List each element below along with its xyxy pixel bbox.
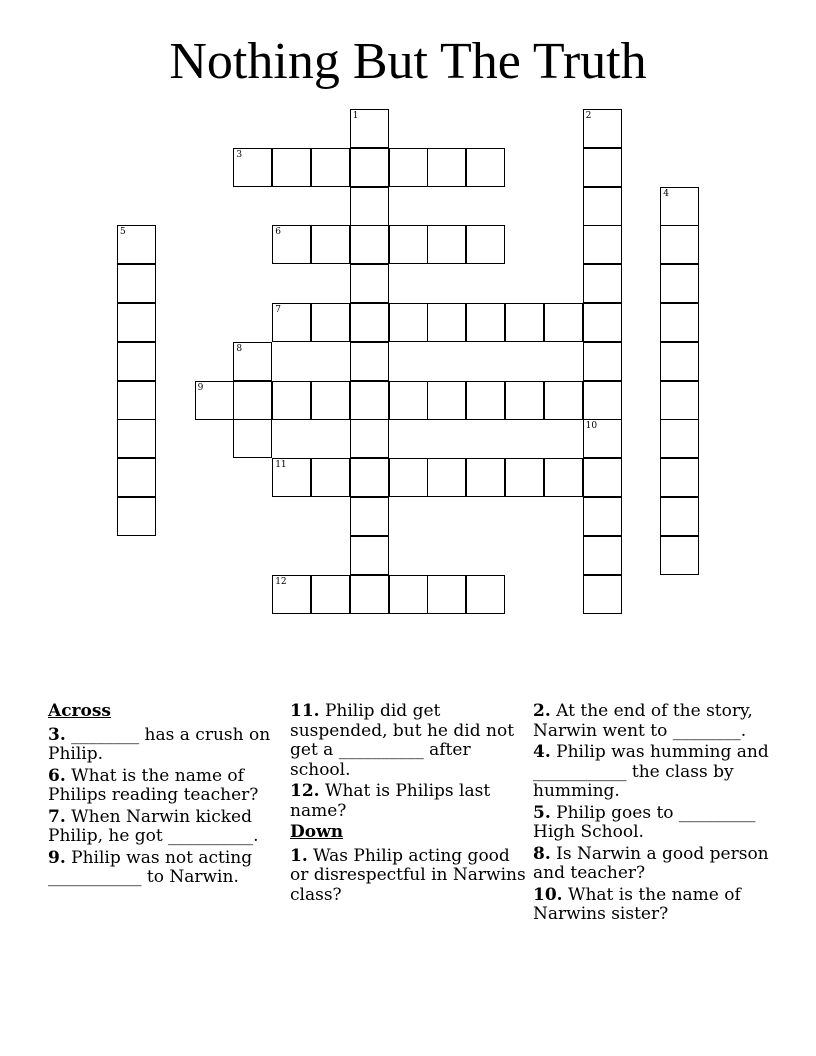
grid-cell[interactable] <box>117 303 156 342</box>
grid-cell[interactable] <box>389 458 428 497</box>
grid-cell[interactable] <box>350 225 389 264</box>
grid-cell[interactable] <box>466 381 505 420</box>
grid-cell[interactable] <box>389 225 428 264</box>
grid-cell[interactable] <box>350 342 389 381</box>
grid-cell[interactable] <box>583 109 622 148</box>
down-clue-10: 10. What is the name of Narwins sister? <box>533 884 741 924</box>
cell-number: 2 <box>585 111 592 121</box>
grid-cell[interactable] <box>505 303 544 342</box>
grid-cell[interactable] <box>583 187 622 226</box>
grid-cell[interactable] <box>583 264 622 303</box>
grid-cell[interactable] <box>350 148 389 187</box>
cell-number: 11 <box>275 460 287 471</box>
grid-cell[interactable] <box>389 575 428 614</box>
grid-cell[interactable] <box>311 575 350 614</box>
grid-cell[interactable] <box>350 575 389 614</box>
cell-number: 3 <box>236 149 243 160</box>
grid-cell[interactable] <box>466 575 505 614</box>
grid-cell[interactable] <box>660 536 699 575</box>
grid-cell[interactable] <box>583 381 622 420</box>
grid-cell[interactable] <box>350 264 389 303</box>
grid-cell[interactable] <box>583 536 622 575</box>
grid-cell[interactable] <box>583 497 622 536</box>
grid-cell[interactable] <box>427 458 466 497</box>
grid-cell[interactable] <box>350 458 389 497</box>
grid-cell[interactable] <box>233 148 272 187</box>
grid-cell[interactable] <box>311 381 350 420</box>
grid-cell[interactable] <box>544 303 583 342</box>
grid-cell[interactable] <box>583 148 622 187</box>
down-clue-1: 1. Was Philip acting good or disrespectful in Narwins class? <box>290 845 526 905</box>
grid-cell[interactable] <box>117 342 156 381</box>
grid-cell[interactable] <box>660 458 699 497</box>
grid-cell[interactable] <box>117 419 156 458</box>
grid-cell[interactable] <box>389 381 428 420</box>
grid-cell[interactable] <box>660 225 699 264</box>
grid-cell[interactable] <box>544 458 583 497</box>
cell-number: 6 <box>275 227 281 238</box>
grid-cell[interactable] <box>272 575 311 614</box>
grid-cell[interactable] <box>311 303 350 342</box>
grid-cell[interactable] <box>427 303 466 342</box>
grid-cell[interactable] <box>195 381 234 420</box>
grid-cell[interactable] <box>660 303 699 342</box>
down-clue-4: 4. Philip was humming and ___________ the class by humming. <box>533 742 769 801</box>
grid-cell[interactable] <box>505 458 544 497</box>
grid-cell[interactable] <box>117 264 156 303</box>
grid-cell[interactable] <box>466 303 505 342</box>
cell-number: 12 <box>275 576 287 587</box>
clues-column-2 <box>290 702 526 907</box>
grid-cell[interactable] <box>117 225 156 264</box>
across-clue-6: 6. What is the name of Philips reading teacher? <box>48 765 259 805</box>
grid-cell[interactable] <box>117 458 156 497</box>
cell-number: 8 <box>236 343 243 354</box>
cell-number: 4 <box>663 188 669 199</box>
grid-cell[interactable] <box>272 381 311 420</box>
grid-cell[interactable] <box>350 536 389 575</box>
grid-cell[interactable] <box>272 303 311 342</box>
grid-cell[interactable] <box>272 458 311 497</box>
grid-cell[interactable] <box>660 342 699 381</box>
grid-cell[interactable] <box>117 497 156 536</box>
down-clue-8: 8. Is Narwin a good person and teacher? <box>533 843 769 883</box>
grid-cell[interactable] <box>427 225 466 264</box>
grid-cell[interactable] <box>466 458 505 497</box>
grid-cell[interactable] <box>427 381 466 420</box>
grid-cell[interactable] <box>311 225 350 264</box>
grid-cell[interactable] <box>311 458 350 497</box>
grid-cell[interactable] <box>583 342 622 381</box>
grid-cell[interactable] <box>272 225 311 264</box>
grid-cell[interactable] <box>233 342 272 381</box>
grid-cell[interactable] <box>427 575 466 614</box>
cell-number: 9 <box>197 382 204 393</box>
grid-cell[interactable] <box>117 381 156 420</box>
grid-cell[interactable] <box>660 419 699 458</box>
grid-cell[interactable] <box>583 225 622 264</box>
grid-cell[interactable] <box>311 148 350 187</box>
across-clue-7: 7. When Narwin kicked Philip, he got __________. <box>48 806 259 846</box>
grid-cell[interactable] <box>660 381 699 420</box>
grid-cell[interactable] <box>660 187 699 226</box>
down-clue-2: 2. At the end of the story, Narwin went to ________. <box>533 701 753 741</box>
grid-cell[interactable] <box>389 303 428 342</box>
grid-cell[interactable] <box>583 419 622 458</box>
grid-cell[interactable] <box>660 497 699 536</box>
grid-cell[interactable] <box>350 187 389 226</box>
grid-cell[interactable] <box>350 419 389 458</box>
grid-cell[interactable] <box>505 381 544 420</box>
grid-cell[interactable] <box>583 575 622 614</box>
grid-cell[interactable] <box>350 497 389 536</box>
cell-number: 5 <box>120 227 126 238</box>
grid-cell[interactable] <box>350 303 389 342</box>
across-clue-9: 9. Philip was not acting ___________ to Narwin. <box>48 847 253 887</box>
down-clue-5: 5. Philip goes to _________ High School. <box>533 802 756 842</box>
grid-cell[interactable] <box>389 148 428 187</box>
grid-cell[interactable] <box>350 109 389 148</box>
puzzle-title: Nothing But The Truth <box>169 33 647 90</box>
grid-cell[interactable] <box>466 225 505 264</box>
cell-number: 1 <box>352 111 359 121</box>
clues-column-3 <box>533 702 773 927</box>
grid-cell[interactable] <box>544 381 583 420</box>
cell-number: 10 <box>585 421 598 432</box>
grid-cell[interactable] <box>233 381 272 420</box>
grid-cell[interactable] <box>272 148 311 187</box>
across-clue-11: 11. Philip did get suspended, but he did not get a __________ after school. <box>290 701 515 780</box>
cell-number: 7 <box>275 305 281 315</box>
across-clue-12: 12. What is Philips last name? <box>290 781 491 821</box>
across-heading: Across <box>48 701 111 721</box>
grid-cell[interactable] <box>466 148 505 187</box>
grid-cell[interactable] <box>350 381 389 420</box>
grid-cell[interactable] <box>583 458 622 497</box>
down-heading: Down <box>290 822 344 842</box>
across-clue-3: 3. ________ has a crush on Philip. <box>48 724 271 764</box>
grid-cell[interactable] <box>233 419 272 458</box>
grid-cell[interactable] <box>660 264 699 303</box>
grid-cell[interactable] <box>583 303 622 342</box>
clues-column-1 <box>48 702 280 890</box>
grid-cell[interactable] <box>427 148 466 187</box>
